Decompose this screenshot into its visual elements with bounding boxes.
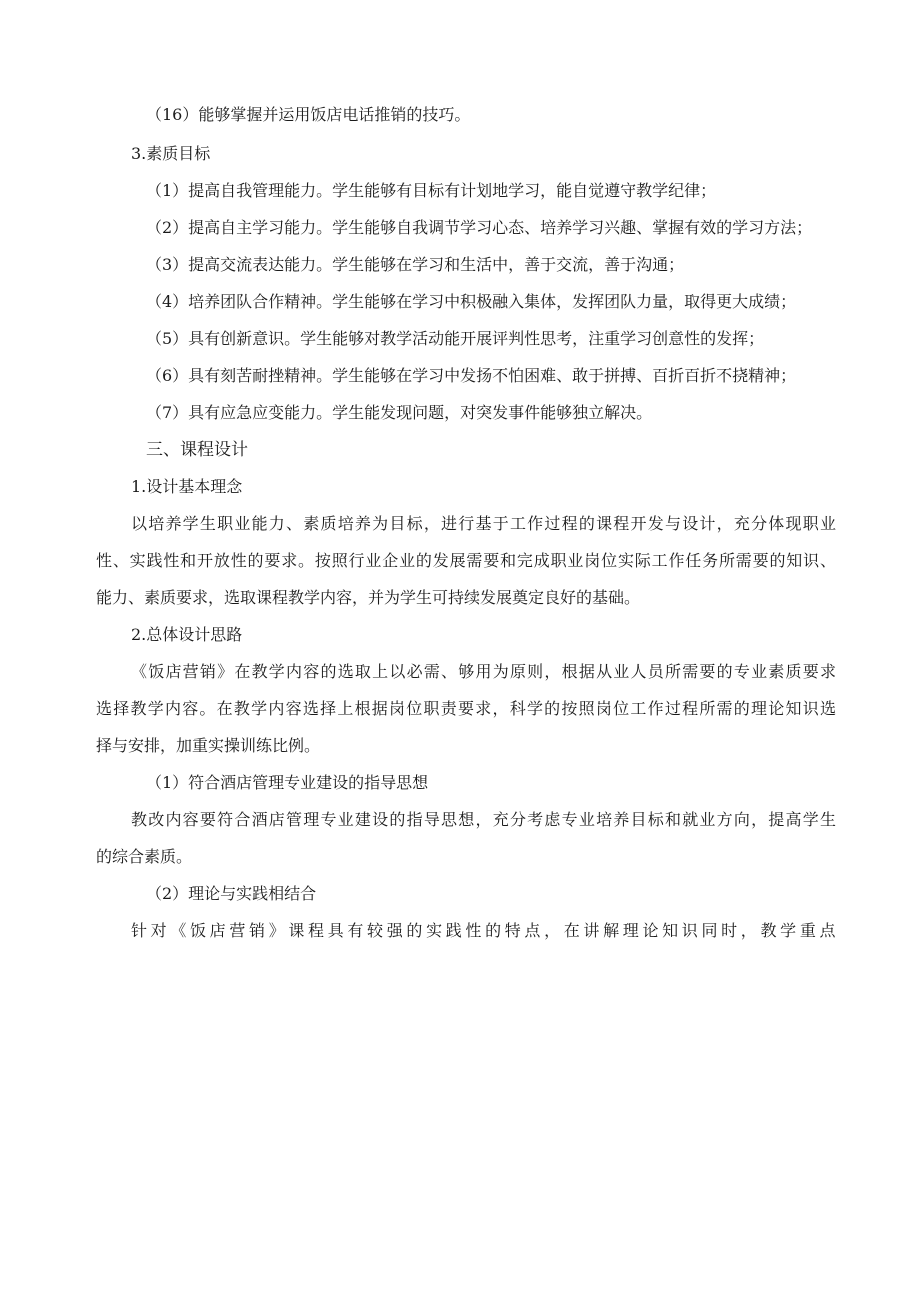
course-design-heading: 三、课程设计 xyxy=(146,440,248,460)
quality-goal-item: （2）提高自主学习能力。学生能够自我调节学习心态、培养学习兴趣、掌握有效的学习方法； xyxy=(146,218,813,237)
sub-heading-theory-practice: （2）理论与实践相结合 xyxy=(146,884,317,903)
guideline-line: 的综合素质。 xyxy=(96,847,193,866)
quality-goals-heading: 3.素质目标 xyxy=(131,144,211,163)
sub-heading-guideline: （1）符合酒店管理专业建设的指导思想 xyxy=(146,773,429,792)
overall-idea-line: 择与安排，加重实操训练比例。 xyxy=(96,736,321,755)
quality-goal-item: （7）具有应急应变能力。学生能发现问题，对突发事件能够独立解决。 xyxy=(146,403,653,422)
quality-goal-item: （1）提高自我管理能力。学生能够有目标有计划地学习，能自觉遵守教学纪律； xyxy=(146,181,717,200)
basic-concept-line: 性、实践性和开放性的要求。按照行业企业的发展需要和完成职业岗位实际工作任务所需要的知识、 xyxy=(96,551,836,570)
quality-goal-item: （4）培养团队合作精神。学生能够在学习中积极融入集体，发挥团队力量，取得更大成绩； xyxy=(146,292,797,311)
quality-goal-item: （5）具有创新意识。学生能够对教学活动能开展评判性思考，注重学习创意性的发挥； xyxy=(146,329,765,348)
basic-concept-line: 以培养学生职业能力、素质培养为目标，进行基于工作过程的课程开发与设计，充分体现职业 xyxy=(131,514,836,533)
quality-goal-item: （3）提高交流表达能力。学生能够在学习和生活中，善于交流，善于沟通； xyxy=(146,255,685,274)
overall-idea-line: 选择教学内容。在教学内容选择上根据岗位职责要求，科学的按照岗位工作过程所需的理论知识选 xyxy=(96,699,836,718)
overall-idea-line: 《饭店营销》在教学内容的选取上以必需、够用为原则，根据从业人员所需要的专业素质要求 xyxy=(131,662,836,681)
theory-practice-line: 针对《饭店营销》课程具有较强的实践性的特点，在讲解理论知识同时，教学重点 xyxy=(131,921,836,940)
overall-idea-heading: 2.总体设计思路 xyxy=(131,625,243,644)
competence-item-16: （16）能够掌握并运用饭店电话推销的技巧。 xyxy=(146,105,471,124)
quality-goal-item: （6）具有刻苦耐挫精神。学生能够在学习中发扬不怕困难、敢于拼搏、百折百折不挠精神； xyxy=(146,366,797,385)
basic-concept-line: 能力、素质要求，选取课程教学内容，并为学生可持续发展奠定良好的基础。 xyxy=(96,588,641,607)
guideline-line: 教改内容要符合酒店管理专业建设的指导思想，充分考虑专业培养目标和就业方向，提高学生 xyxy=(131,810,836,829)
basic-concept-heading: 1.设计基本理念 xyxy=(131,477,243,496)
